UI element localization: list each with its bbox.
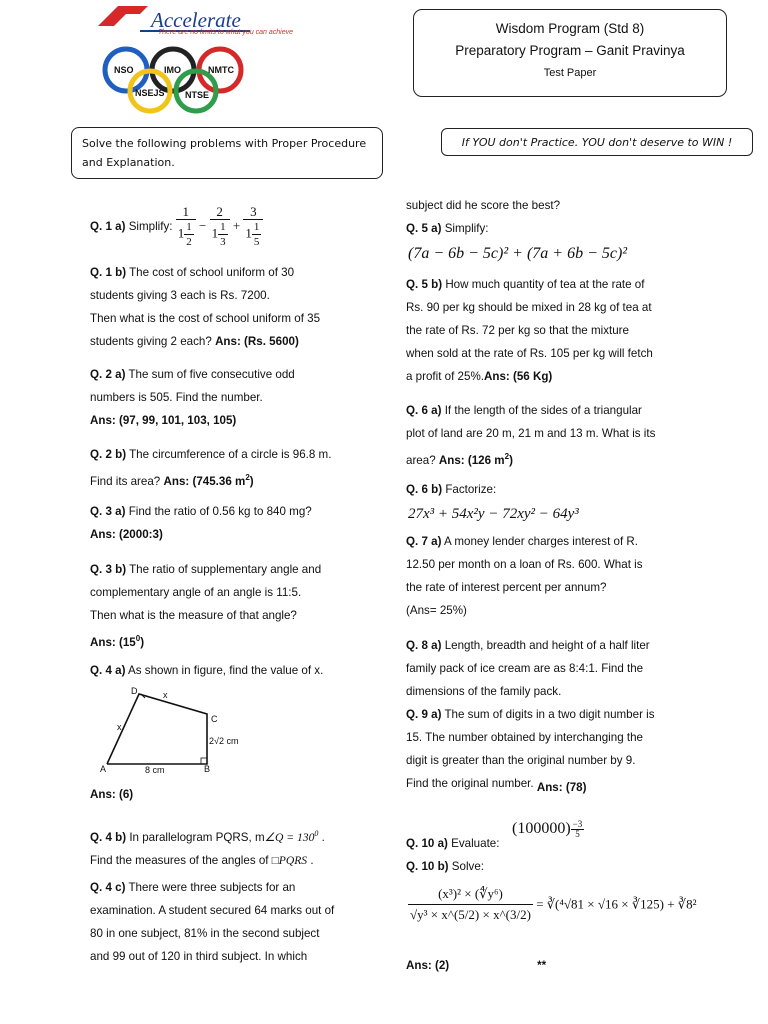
q10a-exp-den: 5 (575, 829, 580, 839)
program-subtitle: Preparatory Program – Ganit Pravinya (455, 43, 685, 58)
q1b (90, 261, 400, 353)
q7a-label: Q. 7 a) (406, 535, 442, 548)
q3a-line: Find the ratio of 0.56 kg to 840 mg? (128, 505, 312, 518)
q9a-label: Q. 9 a) (406, 708, 442, 721)
q9a-line: The sum of digits in a two digit number is (444, 708, 655, 721)
ring-label-imo: IMO (164, 65, 181, 75)
q7a-line: the rate of interest percent per annum? (406, 581, 607, 594)
q1b-label: Q. 1 b) (90, 266, 127, 279)
q2a-answer: Ans: (97, 99, 101, 103, 105) (90, 414, 237, 427)
q3a-answer: Ans: (2000:3) (90, 528, 163, 541)
q6b (406, 478, 706, 501)
q5b-line: the rate of Rs. 72 per kg so that the mixture (406, 324, 629, 337)
q1a-text: Simplify: (128, 220, 173, 234)
q6a-line: plot of land are 20 m, 21 m and 13 m. What is its (406, 427, 656, 440)
q6b-label: Q. 6 b) (406, 483, 443, 496)
q5b-line: Rs. 90 per kg should be mixed in 28 kg of tea at (406, 301, 652, 314)
ring-label-nso: NSO (114, 65, 134, 75)
q4b-line: Find the measures of the angles of (90, 853, 269, 867)
q10b-rhs: = ∛(⁴√81 × √16 × ∛125) + ∛8² (536, 896, 697, 912)
fig-label-a: A (100, 764, 107, 774)
q4a-label: Q. 4 a) (90, 664, 126, 677)
q10a-text: Evaluate: (451, 837, 500, 850)
q1a-expression: 1 1 $\frac{1}{2}$ − 2 1 $\frac{1}{3}$ + 3 1 $\frac{1}{5}$ (176, 205, 264, 249)
q10a-expression (512, 820, 584, 839)
q3b-line: The ratio of supplementary angle and (129, 563, 322, 576)
q10a-exp-num: −3 (572, 819, 583, 829)
q1a (90, 205, 390, 249)
fig-label-d: D (131, 686, 138, 696)
q9a-line: 15. The number obtained by interchanging the (406, 731, 643, 744)
q6a-label: Q. 6 a) (406, 404, 442, 417)
q2a-line: numbers is 505. Find the number. (90, 391, 263, 404)
q4c-line: 80 in one subject, 81% in the second subject (90, 927, 320, 940)
q10b-answer: Ans: (2) (406, 959, 450, 972)
brand-tagline: There are no limits to what you can achieve (158, 29, 294, 36)
q9a-line: digit is greater than the original number by 9. (406, 754, 636, 767)
fig-label-b: B (204, 764, 211, 774)
q7a-line: 12.50 per month on a loan of Rs. 600. What is (406, 558, 643, 571)
q4c-line: and 99 out of 120 in third subject. In which (90, 950, 308, 963)
q3b-answer: Ans: $(15^0)$ (90, 634, 145, 649)
program-title: Wisdom Program (Std 8) (495, 21, 645, 36)
fig-label-c: C (211, 714, 218, 724)
q4c-line: subject did he score the best? (406, 199, 561, 212)
q4a-answer: Ans: (6) (90, 788, 134, 801)
q2b (90, 443, 400, 493)
q4c (90, 876, 400, 968)
q4b-label: Q. 4 b) (90, 830, 127, 844)
q4a-answer-row (90, 783, 400, 806)
q2a-line: The sum of five consecutive odd (128, 368, 295, 381)
q4a-line: As shown in figure, find the value of x. (128, 664, 324, 677)
q10b-answer-row (406, 954, 706, 977)
q4c-continued (406, 194, 706, 240)
q2a-label: Q. 2 a) (90, 368, 126, 381)
q4a (90, 659, 400, 682)
q7a-line: A money lender charges interest of R. (444, 535, 639, 548)
q10a-base: (100000) (512, 820, 571, 837)
q1a-label: Q. 1 a) (90, 220, 126, 234)
q4b-line: In parallelogram PQRS, m (129, 830, 265, 844)
q6b-text: Factorize: (445, 483, 497, 496)
q5b (406, 273, 706, 388)
q2a (90, 363, 400, 432)
q3b-line: complementary angle of an angle is 11:5. (90, 586, 302, 599)
q1b-line: Then what is the cost of school uniform of 35 (90, 312, 321, 325)
fig-label-x-left: x (117, 722, 122, 732)
q8a-line: Length, breadth and height of a half liter (444, 639, 650, 652)
q3b (90, 558, 400, 654)
fig-label-x-top: x (163, 690, 168, 700)
motto-box: If YOU don't Practice. YOU don't deserve to WIN ! (441, 128, 753, 156)
q5a-label: Q. 5 a) (406, 222, 442, 235)
q3b-line: Then what is the measure of that angle? (90, 609, 297, 622)
q6a-line: area? (406, 453, 436, 467)
q10b (406, 855, 706, 878)
brand-name: Accelerate (151, 8, 241, 32)
q8a-label: Q. 8 a) (406, 639, 442, 652)
q8a-line: dimensions of the family pack. (406, 685, 562, 698)
q5b-answer: Ans: (56 Kg) (483, 370, 553, 383)
q10b-expression (408, 884, 696, 925)
q2b-label: Q. 2 b) (90, 448, 127, 461)
q7a-answer: (Ans= 25%) (406, 604, 467, 617)
q9a-line: Find the original number. (406, 777, 534, 790)
q10a-label: Q. 10 a) (406, 837, 448, 850)
q3a-label: Q. 3 a) (90, 505, 126, 518)
q2b-line: The circumference of a circle is 96.8 m. (129, 448, 332, 461)
q2b-line: Find its area? (90, 474, 161, 488)
trapezium-figure (95, 686, 255, 778)
q9a-answer: Ans: (78) (536, 781, 587, 794)
q6b-expression: 27x³ + 54x²y − 72xy² − 64y³ (408, 506, 579, 522)
ring-label-ntse: NTSE (185, 90, 210, 100)
q1b-line: students giving 3 each is Rs. 7200. (90, 289, 270, 302)
q6a (406, 399, 706, 472)
q4b-figure-name: □PQRS (271, 853, 308, 867)
q5b-line: when sold at the rate of Rs. 105 per kg will fetch (406, 347, 653, 360)
ring-label-nsejs: NSEJS (135, 88, 165, 98)
title-box (413, 9, 727, 97)
q1b-line: students giving 2 each? (90, 335, 212, 348)
q8a (406, 634, 706, 795)
q10b-label: Q. 10 b) (406, 860, 449, 873)
q4c-label: Q. 4 c) (90, 881, 126, 894)
q10b-denominator: √y³ × x^(5/2) × x^(3/2) (410, 907, 531, 922)
q1b-line: The cost of school uniform of 30 (129, 266, 295, 279)
ring-label-nmtc: NMTC (208, 65, 234, 75)
q10b-numerator: (x³)² × (∜y⁶) (408, 884, 533, 905)
q4c-line: examination. A student secured 64 marks out of (90, 904, 335, 917)
q4c-line: There were three subjects for an (128, 881, 296, 894)
q3a (90, 500, 400, 546)
end-marker: ** (537, 959, 547, 972)
q4b-angle: ∠Q = $130^0$ (264, 829, 319, 844)
q5a-text: Simplify: (444, 222, 489, 235)
q3b-label: Q. 3 b) (90, 563, 127, 576)
q8a-line: family pack of ice cream are as 8:4:1. Find the (406, 662, 644, 675)
q2b-answer: Ans: (745.36 $m^2$) (163, 473, 254, 488)
instructions-box: Solve the following problems with Proper Procedure and Explanation. (71, 127, 383, 179)
q5b-line: How much quantity of tea at the rate of (445, 278, 645, 291)
fig-label-side: 2√2 cm (209, 736, 239, 746)
q6a-answer: Ans: (126 $m^2$) (438, 452, 513, 467)
fig-label-base: 8 cm (145, 765, 165, 775)
q5b-line: a profit of 25%. (406, 370, 484, 383)
q1b-answer: Ans: (Rs. 5600) (215, 335, 299, 348)
q6a-line: If the length of the sides of a triangular (444, 404, 642, 417)
q4b: Q. 4 b) In parallelogram PQRS, m∠Q = $130^0$ . Find the measures of the angles of □PQRS . (90, 829, 325, 867)
q7a (406, 530, 706, 622)
q5a-expression: (7a − 6b − 5c)² + (7a + 6b − 5c)² (408, 245, 628, 262)
paper-type: Test Paper (543, 67, 597, 79)
q10b-text: Solve: (451, 860, 484, 873)
q5b-label: Q. 5 b) (406, 278, 443, 291)
